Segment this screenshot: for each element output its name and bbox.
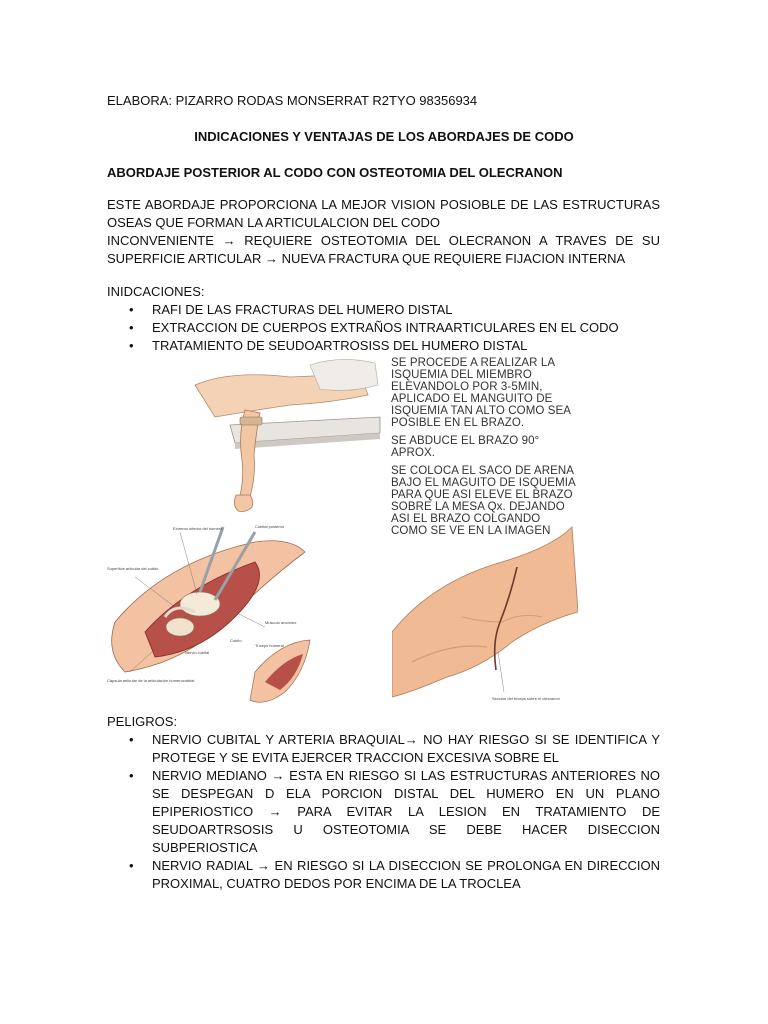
- label-ancóneo: Musculo ancóneo: [265, 620, 297, 625]
- label-cubito: Cubito: [230, 638, 242, 643]
- peligros-heading: PELIGROS:: [107, 714, 178, 729]
- list-item: • EXTRACCION DE CUERPOS EXTRAÑOS INTRAARTICULARES EN EL CODO: [129, 320, 619, 335]
- surgical-exposure-illustration: [105, 522, 315, 712]
- indicaciones-list: [107, 301, 660, 355]
- intro-paragraph: ESTE ABORDAJE PROPORCIONA LA MEJOR VISION POSIOBLE DE LAS ESTRUCTURAS OSEAS QUE FORMAN LA ARTICULALCION DEL CODO: [107, 197, 660, 230]
- author-line: ELABORA: PIZARRO RODAS MONSERRAT R2TYO 98356934: [107, 93, 478, 108]
- list-item: • NERVIO RADIAL → EN RIESGO SI LA DISECCION SE PROLONGA EN DIRECCION PROXIMAL, CUATRO DEDOS POR ENCIMA DE LA TROCLEA: [129, 858, 660, 891]
- patient-positioning-illustration: [190, 355, 385, 515]
- bullet-icon: •: [129, 732, 134, 747]
- label-triceps: Tríceps humeral: [255, 643, 284, 648]
- bullet-icon: •: [129, 858, 134, 873]
- bullet-icon: •: [129, 320, 134, 335]
- positioning-caption: SE PROCEDE A REALIZAR LA ISQUEMIA DEL MIEMBRO ELEVANDOLO POR 3-5MIN, APLICADO EL MANGUITO DE ISQUEMIA TAN ALTO COMO SEA POSIBLE EN EL BRAZO. SE ABDUCE EL BRAZO 90° APROX. SE COLOCA EL SACO DE ARENA BAJO EL MAGUITO DE ISQUEMIA PARA QUE ASI ELEVE EL BRAZO SOBRE LA MESA Qx. DEJANDO ASI EL BRAZO COLGANDO COMO SE VE EN LA IMAGEN: [391, 357, 576, 537]
- label-humero: Extremo inferior del humero: [173, 526, 223, 531]
- list-item: • NERVIO CUBITAL Y ARTERIA BRAQUIAL→ NO HAY RIESGO SI SE IDENTIFICA Y PROTEGE Y SE EVITA EJERCER TRACCION EXCESIVA SOBRE EL: [129, 732, 660, 765]
- indicaciones-heading: INIDCACIONES:: [107, 284, 205, 299]
- bullet-icon: •: [129, 302, 134, 317]
- list-item: • TRATAMIENTO DE SEUDOARTROSISS DEL HUMERO DISTAL: [129, 338, 528, 353]
- document-title: INDICACIONES Y VENTAJAS DE LOS ABORDAJES DE CODO: [194, 129, 574, 144]
- list-item: • RAFI DE LAS FRACTURAS DEL HUMERO DISTAL: [129, 302, 453, 317]
- label-capsula: Cápsula articular de la articulación humerocubital: [107, 678, 195, 683]
- incision-illustration: [392, 522, 578, 712]
- bullet-icon: •: [129, 768, 134, 783]
- section-subtitle: ABORDAJE POSTERIOR AL CODO CON OSTEOTOMIA DEL OLECRANON: [107, 165, 563, 180]
- label-cubital-posterior: Cubital posterior: [255, 524, 285, 529]
- peligros-list: [107, 731, 660, 893]
- inconveniente-paragraph: INCONVENIENTE → REQUIERE OSTEOTOMIA DEL OLECRANON A TRAVES DE SU SUPERFICIE ARTICULAR → NUEVA FRACTURA QUE REQUIERE FIJACION INTERNA: [107, 233, 660, 266]
- bullet-icon: •: [129, 338, 134, 353]
- list-item: • NERVIO MEDIANO → ESTA EN RIESGO SI LAS ESTRUCTURAS ANTERIORES NO SE DESPEGAN D ELA PORCION DISTAL DEL HUMERO EN UN PLANO EPIPERIOSTICO → PARA EVITAR LA LESION EN TRATAMIENTO DE SEUDOARTRSOSIS U OSTEOTOMIA SE DEBE HACER DISECCION SUBPERIOSTICA: [129, 768, 660, 855]
- label-seccion-triceps: Sección del tríceps sobre el olécranon: [492, 696, 560, 701]
- label-superficie-cubito: Superficie articular del cubito: [107, 566, 159, 571]
- label-nervio-cubital: Nervio cubital: [185, 650, 210, 655]
